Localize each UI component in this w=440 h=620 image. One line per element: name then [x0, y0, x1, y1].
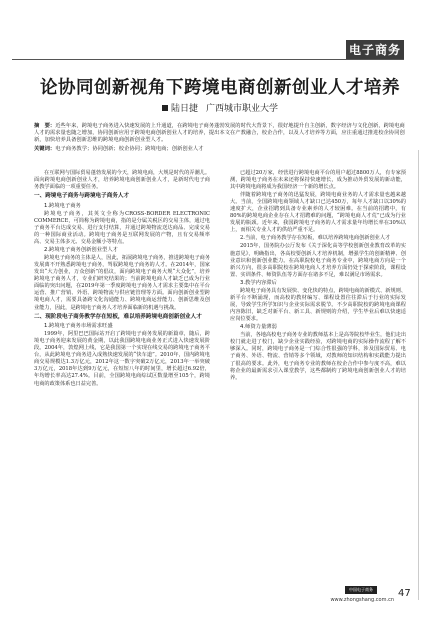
abstract — [34, 123, 406, 145]
section-label: 电子商务 — [346, 40, 404, 60]
keywords-text: 电子商务教学；协同创新；校企协同；跨境电商；创新创业人才 — [55, 145, 204, 152]
page-number: 47 — [398, 588, 411, 599]
journal-url: www.zhongshang.com.cn — [330, 597, 394, 603]
author-line — [0, 101, 440, 114]
section-heading: 4.师资力量薄弱 — [240, 324, 277, 331]
section-heading: 二、现阶段电子商务教学存在短板，难以培养跨境电商创新创业人才 — [34, 313, 202, 320]
section-heading: 一、跨境电子商务与跨境电子商务人才 — [34, 193, 130, 200]
paragraph: 1999年，阿里巴巴国际站开启了跨境电子商务发展的新篇章，随后，跨境电子商务迎来发展的黄金期，以此我国跨境电商业务正式进入快速发展阶段。2004年，敦煌网上线，它是我国第一个实现在线交易的跨境电子商务平台，从此跨境电子商务进入成熟快速发展的“快车道”。2010年，国内跨境电商交易规模达1.3万亿元，2012年这一数字突破2万亿元，2013年一举突破3万亿元，2018年达到9万亿元，在短短八年的时间里，增长超过6.92倍，年均增长率高达27.4%。目前，全国跨境电商综试区数量增至105个，跨境电商的政策体系也日益完善。 — [34, 331, 210, 387]
section-heading: 2.跨境电子商务创新创业型人才 — [44, 246, 118, 253]
paragraph: 在互联网与国际贸易蓬勃发展的今天，跨境电商，大规是时代的弄潮儿。面向跨境电商创新创业人才，培养跨境电商创新创业人才，是新时代电子商务教学面临的一项重要任务。 — [34, 170, 211, 191]
paragraph: 当前，各地高校电子商务专业的教师基本上是高等院校毕业生，他们走出校门就走进了校门，缺少企业实践经验，对跨境电商的实际操作流程了解不够深入。同时，跨境电子商务是一门综合性很强的学科，涉及国际贸易、电子商务、外语、物流、营销等多个领域，对教师的知识结构和实践能力提出了很高的要求。此外，电子商务专业的教师在校企合作中参与度不高，难以将企业的最新需求引入课堂教学，这些都制约了跨境电商创新创业人才的培养。 — [230, 332, 407, 381]
abstract-block — [34, 123, 406, 153]
section-heading: 1.跨境电子商务市场需求旺盛 — [44, 322, 113, 329]
author-affiliation: 广西城市职业大学 — [206, 104, 279, 114]
keywords — [34, 146, 406, 153]
keywords-label: 关键词： — [34, 145, 56, 152]
right-column — [230, 170, 406, 383]
section-divider — [12, 59, 404, 60]
abstract-text: 近些年来，跨境电子商务进入快速发展的上升通道，在跨境电子商务蓬勃发展的时代大背景下，很好地提升自主创新，数字经济与文化创新，跨境电商人才的需求量也随之增加，协同创新应用于跨境电商创新创业人才的培养，提出本文在产教融合，校企合作，以及人才培养等方面，应注重通过推进校企协同创新，加快培养具备创新思维的跨境电商创新创业型人才。 — [34, 123, 405, 144]
journal-logo: 中国电子商务 — [345, 586, 377, 594]
left-column — [34, 170, 210, 389]
paragraph: 跨境电子商务具有发展快、变化快的特点，跨境电商的新模式、新规则、新平台不断涌现，而高校的教材编写、课程设置往往滞后于行业的实际发展，导致学生所学知识与企业实际需求脱节。不少高职院校的跨境电商课程内容陈旧，缺乏对新平台、新工具、新规则的介绍，学生毕业后难以快速适应岗位要求。 — [230, 287, 407, 323]
author-bullet-icon — [162, 105, 168, 111]
paragraph: 2015年，国务院办公厅发布《关于深化高等学校创新创业教育改革的实施意见》，明确指出，各高校要创新人才培养机制，增强学生的创新精神、创业意识和创新创业能力。在高职院校电子商务专业中，跨境电商方向是一个新兴方向，很多高职院校在跨境电商人才培养方面仍处于探索阶段，课程设置、实训条件、师资队伍等方面存在诸多不足，难以满足市场需求。 — [230, 243, 406, 278]
section-heading: 3.教学内容滞后 — [240, 279, 277, 286]
paragraph: 已超过20万家，经营进行跨境电商平台的用户超过8800万人，有专家预测，跨境电子商务在未来还将保持快速增长，成为推动外贸发展的新动能，其中跨境电商将成为我国经济一个新的增长点。 — [230, 170, 406, 191]
article-title: 论协同创新视角下跨境电商创新创业人才培养 — [40, 78, 400, 98]
author-name: 陆日捷 — [170, 104, 198, 114]
paragraph: 伴随着跨境电子商务的迅猛发展，跨境电商业务的人才需求量也越来越大。当前，全国跨境电商领域人才缺口已达450万，每年人才缺口以30%的速度扩大，企业招聘到具备专业素养的人才较困难。在当前的招聘中，有80%的跨境电商企业存在人才招聘难的问题，“跨境电商人才荒”已成为行业发展的瓶颈。近年来，我国跨境电子商务的人才需求量年均增长率在30%以上，而相关专业人才的供给严重不足。 — [230, 192, 406, 234]
abstract-label: 摘 要： — [34, 123, 56, 129]
paragraph: 2.当前，电子商务教学存在短板，难以培养跨境电商创新创业人才 — [240, 235, 391, 242]
margin-rule — [418, 150, 419, 600]
paragraph: 跨境电子商务的主体是人，因此，拓展跨境电子商务，推进跨境电子商务发展离不开熟悉跨境电子商务，驾驭跨境电子商务的人才。在2014年，国家发出“大力创业，万众创新”的倡议，面向跨境电子商务大规“大众化”，培养跨境电子商务人才，专业们研究结果的；当前跨境电商人才缺乏已成为行业面临的突出问题，在2019年第一季度跨境电子商务人才需求主要集中在平台运营、推广营销、外语、跨境物流与供应链管理等方面。面向创新创业型跨境电商人才，需要具备跨文化沟通能力、跨境电商运营能力、创新思维及创业能力，因此，是跨境电子商务人才培养面临新的机遇与挑战。 — [34, 255, 211, 311]
paragraph: 跨境电子商务，其英文全称为CROSS-BORDER ELECTRONIC COMMERCE，可简称为跨境电商，指的是分属关税区的交易主体，通过电子商务平台达成交易、进行支付结算，并通过跨境物流送达商品、完成交易的一种国际商业活动。跨境电子商务是互联网发展的产物，且有交易频率高、交易主体多元、交易金额小等特点。 — [34, 210, 210, 245]
section-heading: 1.跨境电子商务 — [44, 202, 81, 209]
